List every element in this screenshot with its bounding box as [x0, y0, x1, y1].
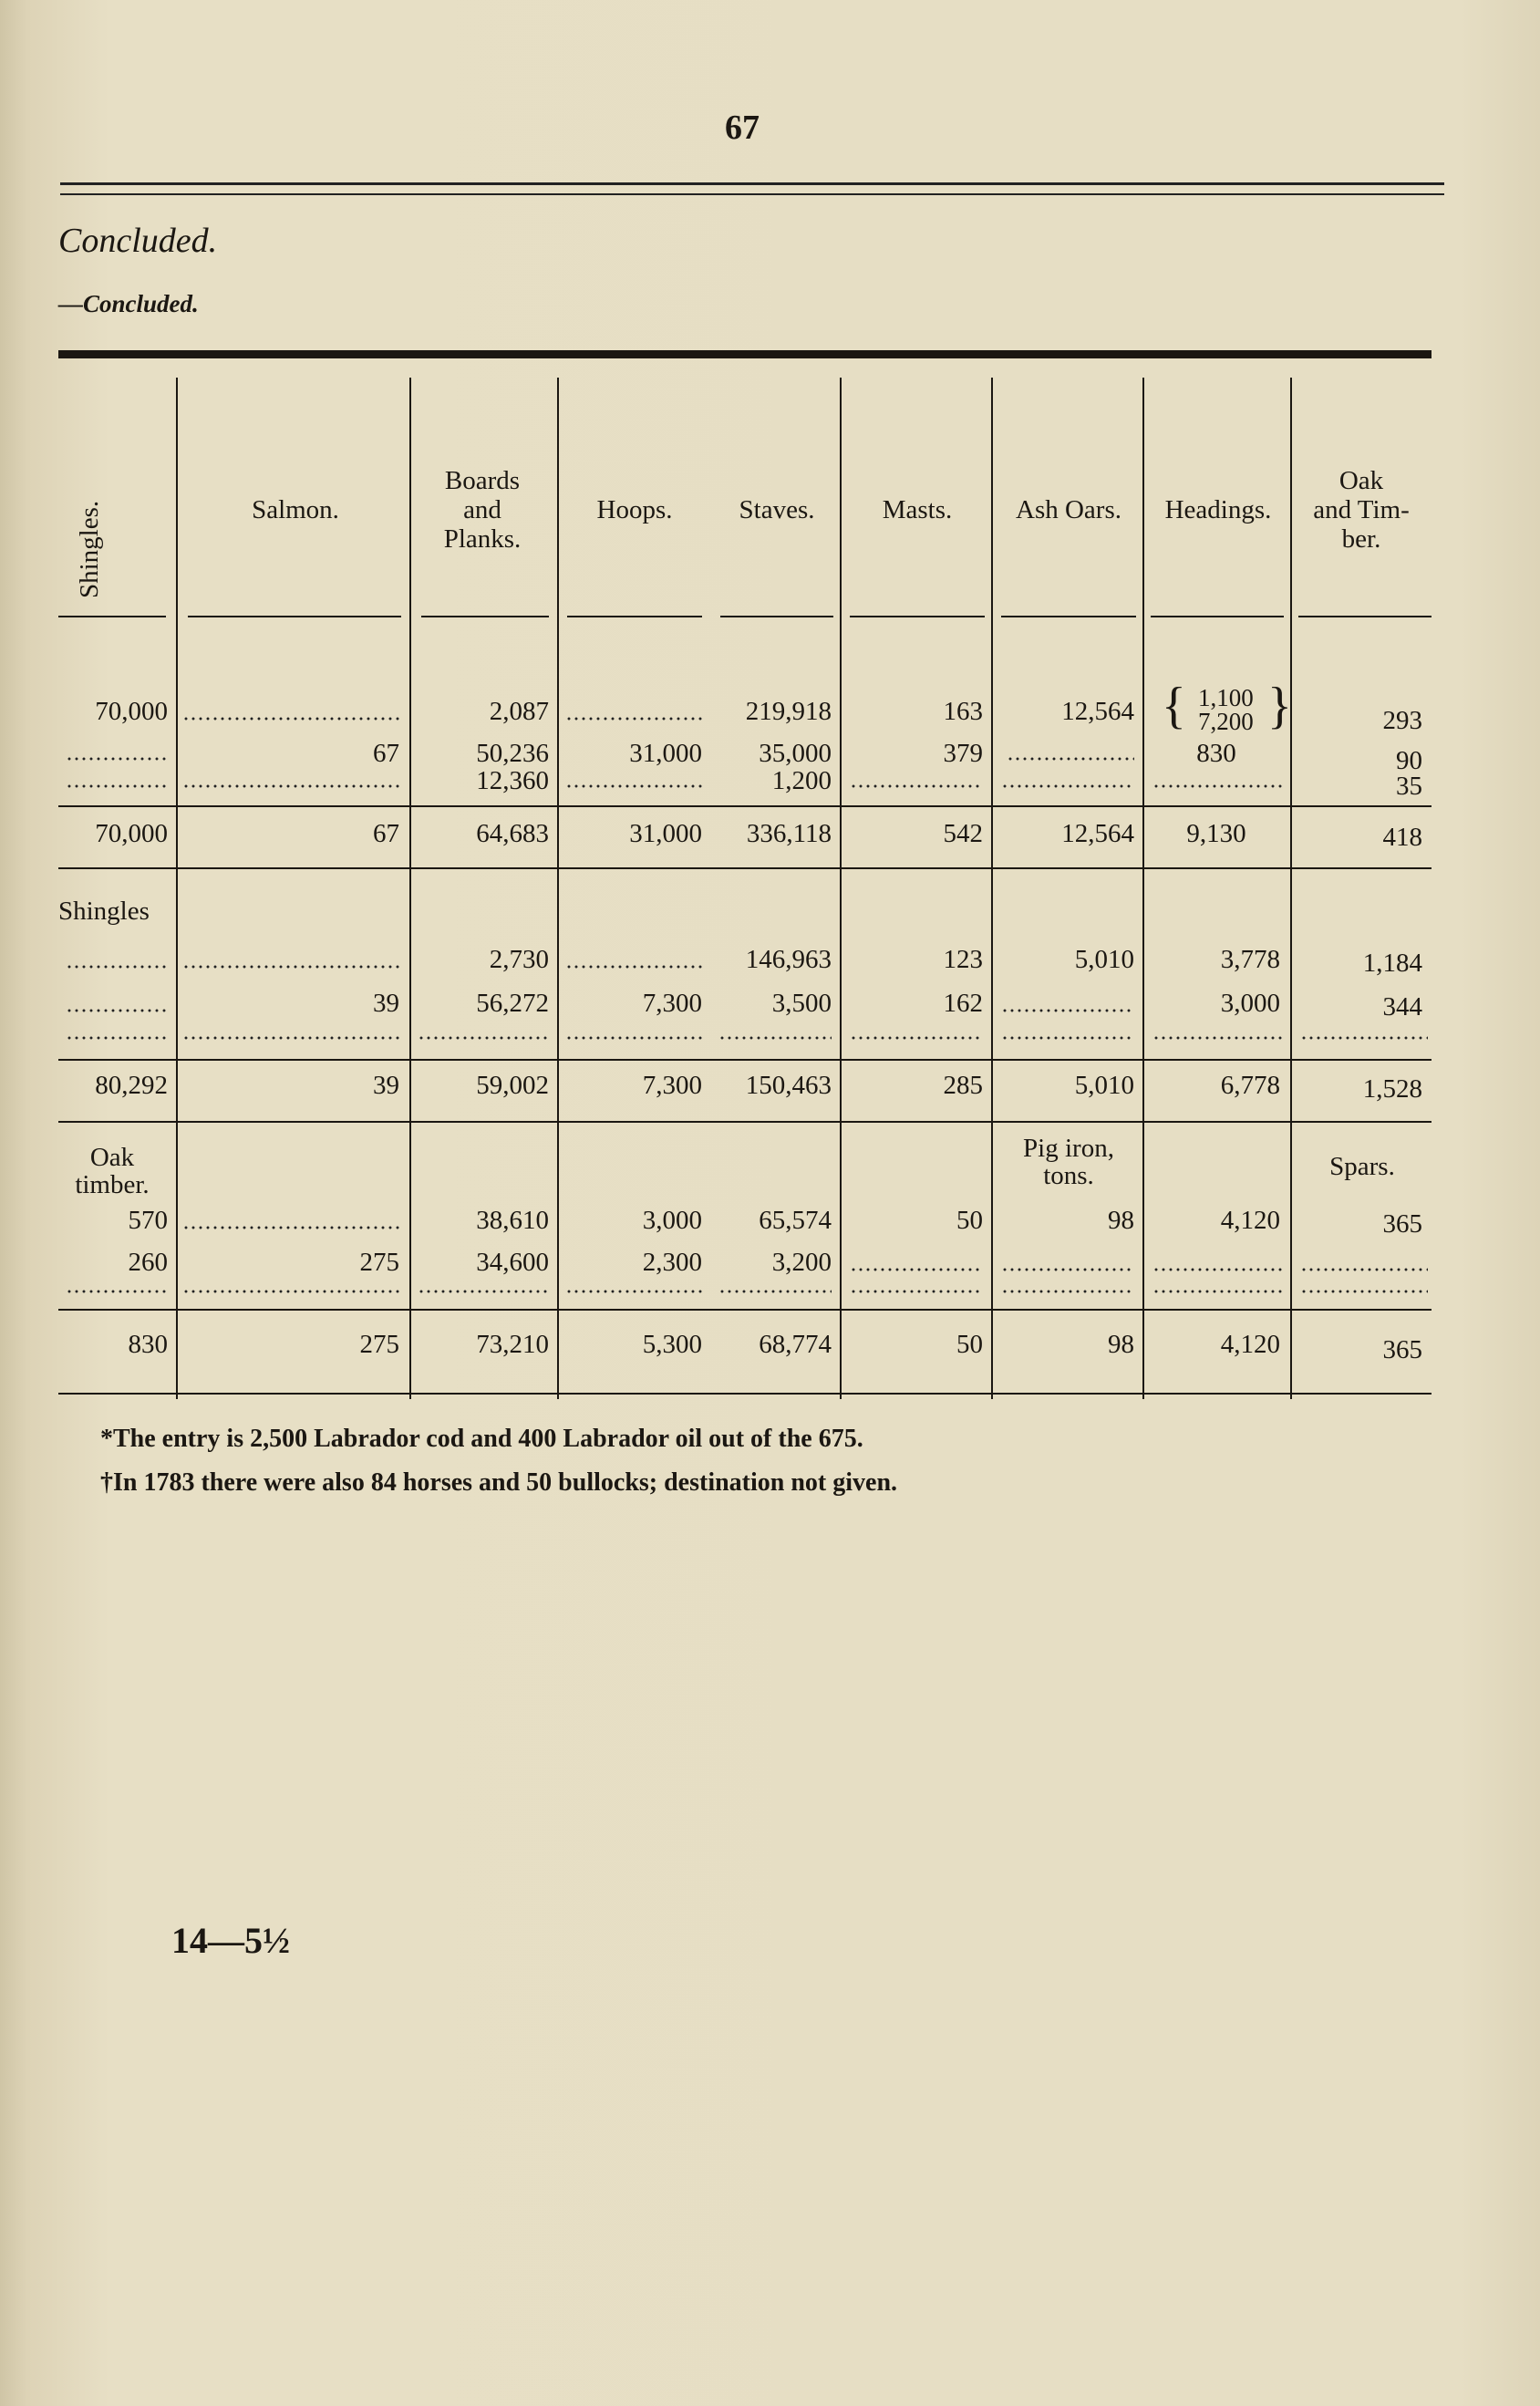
leader-dots: [1152, 1268, 1286, 1271]
s2-total-staves: 150,463: [745, 1071, 832, 1100]
s2r2-salmon: 39: [373, 989, 399, 1018]
s2r2-masts: 162: [943, 989, 983, 1018]
leader-dots: [718, 1036, 832, 1040]
leader-dots: [850, 1036, 983, 1040]
s3-total-salmon: 275: [359, 1330, 399, 1359]
s2-total-boards: 59,002: [476, 1071, 549, 1100]
s1r3-oak: 35: [1396, 772, 1422, 801]
leader-dots: [1300, 1290, 1428, 1293]
leader-dots: [66, 757, 168, 761]
leader-dots: [1001, 1268, 1134, 1271]
s3r1-shingles: 570: [128, 1206, 168, 1235]
leader-dots: [182, 717, 403, 721]
s1-total-staves: 336,118: [746, 819, 832, 848]
s2r2-headings: 3,000: [1220, 989, 1280, 1018]
leader-dots: [1001, 1009, 1134, 1012]
s1r1-oak: 293: [1382, 706, 1422, 735]
leader-dots: [182, 1290, 403, 1293]
s3-total-oak: 365: [1382, 1335, 1422, 1364]
leader-dots: [182, 965, 403, 969]
s3r1-masts: 50: [956, 1206, 983, 1235]
s2r1-masts: 123: [943, 945, 983, 974]
leader-dots: [1300, 1036, 1428, 1040]
s2r2-oak: 344: [1382, 992, 1422, 1022]
page-number: 67: [725, 109, 760, 147]
s3r1-ash-oars: 98: [1108, 1206, 1134, 1235]
concluded-subheading: —Concluded.: [58, 290, 199, 317]
footnote-2: †In 1783 there were also 84 horses and 50 bullocks; destination not given.: [100, 1468, 898, 1497]
s1r1-headings-a: 1,100: [1198, 684, 1254, 711]
col-header-oak-timber: Oak and Tim- ber.: [1313, 466, 1410, 554]
s2-total-masts: 285: [943, 1071, 983, 1100]
leader-dots: [66, 784, 168, 788]
s1r1-staves: 219,918: [745, 697, 832, 726]
s3-total-headings: 4,120: [1220, 1330, 1280, 1359]
leader-dots: [718, 1290, 832, 1293]
s1r1-masts: 163: [943, 697, 983, 726]
leader-dots: [182, 1226, 403, 1229]
leader-dots: [1152, 1036, 1286, 1040]
s1r3-boards: 12,360: [476, 766, 549, 795]
leader-dots: [565, 965, 702, 969]
s2r1-ash-oars: 5,010: [1074, 945, 1134, 974]
col-header-staves: Staves.: [739, 495, 815, 524]
leader-dots: [850, 1290, 983, 1293]
s1r1-boards: 2,087: [489, 697, 549, 726]
s3r2-hoops: 2,300: [642, 1248, 702, 1277]
concluded-heading: Concluded.: [58, 222, 218, 260]
s3r2-boards: 34,600: [476, 1248, 549, 1277]
col-header-shingles: Shingles.: [75, 500, 104, 598]
s2-total-salmon: 39: [373, 1071, 399, 1100]
sheet-signature: 14—5½: [171, 1920, 290, 1961]
leader-dots: [1300, 1268, 1428, 1271]
leader-dots: [418, 1036, 551, 1040]
s1-total-hoops: 31,000: [629, 819, 702, 848]
col-header-headings: Headings.: [1164, 495, 1272, 524]
s1-total-oak: 418: [1382, 823, 1422, 852]
leader-dots: [66, 1290, 168, 1293]
s2r1-headings: 3,778: [1220, 945, 1280, 974]
s3r2-staves: 3,200: [771, 1248, 832, 1277]
leader-dots: [1007, 757, 1134, 761]
col-header-boards: Boards and Planks.: [443, 466, 522, 554]
s1-total-masts: 542: [943, 819, 983, 848]
leader-dots: [565, 1036, 702, 1040]
leader-dots: [1001, 784, 1134, 788]
s1r2-boards: 50,236: [476, 739, 549, 768]
headings-brace-group: [1162, 678, 1292, 737]
leader-dots: [418, 1290, 551, 1293]
footnote-1: *The entry is 2,500 Labrador cod and 400 Labrador oil out of the 675.: [100, 1425, 863, 1453]
leader-dots: [565, 717, 702, 721]
s3r1-boards: 38,610: [476, 1206, 549, 1235]
leader-dots: [66, 1036, 168, 1040]
s3-total-hoops: 5,300: [642, 1330, 702, 1359]
s3r1-oak: 365: [1382, 1209, 1422, 1239]
right-brace-icon: }: [1267, 678, 1292, 734]
leader-dots: [66, 965, 168, 969]
s1r2-salmon: 67: [373, 739, 399, 768]
s1-total-shingles: 70,000: [95, 819, 168, 848]
s2r1-boards: 2,730: [489, 945, 549, 974]
s2r1-staves: 146,963: [745, 945, 832, 974]
leader-dots: [1152, 784, 1286, 788]
s3-total-ash-oars: 98: [1108, 1330, 1134, 1359]
s2-total-oak: 1,528: [1362, 1074, 1422, 1104]
s3-total-shingles: 830: [128, 1330, 168, 1359]
leader-dots: [1152, 1290, 1286, 1293]
leader-dots: [1001, 1036, 1134, 1040]
top-rule-1: [60, 182, 1444, 185]
s3-total-staves: 68,774: [759, 1330, 832, 1359]
s1r1-ash-oars: 12,564: [1061, 697, 1134, 726]
s2r1-oak: 1,184: [1362, 949, 1422, 978]
section-label-oak-timber: Oak timber.: [75, 1143, 150, 1199]
s3-total-masts: 50: [956, 1330, 983, 1359]
s3r1-staves: 65,574: [759, 1206, 832, 1235]
s2r2-boards: 56,272: [476, 989, 549, 1018]
s3-total-boards: 73,210: [476, 1330, 549, 1359]
section-label-spars: Spars.: [1329, 1152, 1395, 1181]
s1r3-staves: 1,200: [771, 766, 832, 795]
s1r2-oak: 90: [1396, 746, 1422, 775]
s1-total-salmon: 67: [373, 819, 399, 848]
s1-total-headings: 9,130: [1186, 819, 1246, 848]
left-brace-icon: {: [1162, 678, 1186, 734]
s2-total-hoops: 7,300: [642, 1071, 702, 1100]
leader-dots: [182, 784, 403, 788]
s1-total-boards: 64,683: [476, 819, 549, 848]
s3r1-headings: 4,120: [1220, 1206, 1280, 1235]
s2-total-shingles: 80,292: [95, 1071, 168, 1100]
leader-dots: [66, 1009, 168, 1012]
col-header-ash-oars: Ash Oars.: [1016, 495, 1121, 524]
leader-dots: [850, 784, 983, 788]
s2-total-headings: 6,778: [1220, 1071, 1280, 1100]
s2r2-hoops: 7,300: [642, 989, 702, 1018]
s3r2-shingles: 260: [128, 1248, 168, 1277]
col-header-masts: Masts.: [882, 495, 953, 524]
s1r1-shingles: 70,000: [95, 697, 168, 726]
s3r2-salmon: 275: [359, 1248, 399, 1277]
leader-dots: [565, 1290, 702, 1293]
leader-dots: [850, 1268, 983, 1271]
s1r2-masts: 379: [943, 739, 983, 768]
section-label-pig-iron: Pig iron, tons.: [1023, 1134, 1114, 1190]
s1r2-hoops: 31,000: [629, 739, 702, 768]
top-rule-2: [60, 193, 1444, 195]
section-label-shingles: Shingles: [58, 897, 150, 926]
col-header-hoops: Hoops.: [596, 495, 673, 524]
col-header-salmon: Salmon.: [252, 495, 339, 524]
leader-dots: [1001, 1290, 1134, 1293]
s1-total-ash-oars: 12,564: [1061, 819, 1134, 848]
leader-dots: [182, 1036, 403, 1040]
s2r2-staves: 3,500: [771, 989, 832, 1018]
leader-dots: [565, 784, 702, 788]
s1r2-staves: 35,000: [759, 739, 832, 768]
exports-table: [58, 350, 1431, 1401]
s1r1-headings-b: 7,200: [1198, 708, 1254, 735]
s3r1-hoops: 3,000: [642, 1206, 702, 1235]
s1r2-headings: 830: [1196, 739, 1236, 768]
s2-total-ash-oars: 5,010: [1074, 1071, 1134, 1100]
